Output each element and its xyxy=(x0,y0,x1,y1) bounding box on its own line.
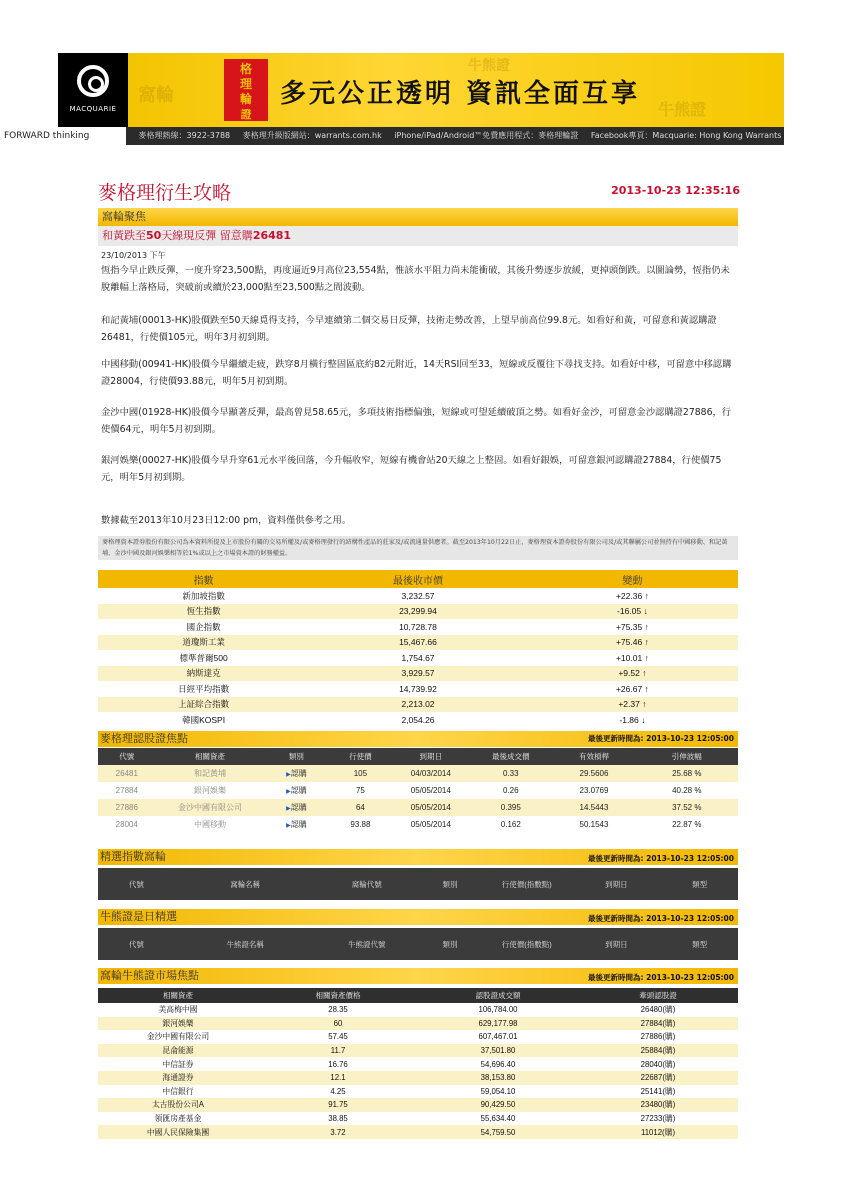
col-header: 相關資產價格 xyxy=(258,988,418,1003)
index-close: 2,213.02 xyxy=(309,697,527,713)
facebook-link[interactable]: Facebook專頁：Macquarie: Hong Kong Warrants xyxy=(590,131,782,140)
warrant-seal-logo xyxy=(224,59,268,121)
arrow-down-icon: ↓ xyxy=(641,606,648,617)
title-part: 和黃跌至 xyxy=(102,229,146,242)
index-name[interactable]: 日經平均指數 xyxy=(98,681,309,697)
warrant-strike: 64 xyxy=(328,799,392,816)
banner-watermark: 窩輪 xyxy=(138,85,174,106)
market-asset[interactable]: 太古股份公司A xyxy=(98,1098,258,1112)
index-row xyxy=(98,635,738,651)
article-paragraph: 恆指今早止跌反彈，一度升穿23,500點，再度逼近9月高位23,554點，惟該水平阻力尚未能衝破，其後升勢逐步放緩，更掉頭倒跌。以圖論勢，恆指仍未脫離幅上落格局，突破前或續於23,000點至23,500點之間波動。 xyxy=(101,265,730,293)
warrant-expiry: 04/03/2014 xyxy=(392,765,469,782)
warrant-gearing: 23.0769 xyxy=(552,782,635,799)
market-asset[interactable]: 中信銀行 xyxy=(98,1085,258,1099)
col-header: 到期日 xyxy=(572,868,662,900)
top-banner xyxy=(58,53,784,127)
section-header-market-focus xyxy=(98,968,738,984)
market-price: 3.72 xyxy=(258,1125,418,1139)
index-change xyxy=(527,650,738,666)
market-lead-warrant[interactable]: 27884(購) xyxy=(578,1017,738,1031)
banner-slogan: 多元公正透明 資訊全面互享 xyxy=(280,79,641,109)
col-header: 窩輪代號 xyxy=(316,868,418,900)
index-name[interactable]: 韓國KOSPI xyxy=(98,712,309,728)
article-title[interactable] xyxy=(98,226,738,246)
change-value: -1.86 xyxy=(619,714,639,725)
section-title: 牛熊證是日精選 xyxy=(100,910,177,923)
change-value: +75.35 xyxy=(615,621,643,632)
section-header-warrant-focus: 窩輪聚焦 xyxy=(98,208,738,226)
col-header: 相關資產 xyxy=(156,748,265,765)
col-header: 指數 xyxy=(98,570,309,588)
warrant-iv: 25.68 % xyxy=(636,765,738,782)
market-row xyxy=(98,1044,738,1058)
market-turnover: 38,153.80 xyxy=(418,1071,578,1085)
article-paragraph: 中國移動(00941-HK)股價今早繼續走疲，跌穿8月橫行整固區底約82元附近，14天RSI回至33，短線或反覆往下尋找支持。如看好中移，可留意中移認購證28004，行使價93.88元，明年5月初到期。 xyxy=(101,359,732,387)
col-header: 行使價 xyxy=(328,748,392,765)
col-header: 代號 xyxy=(98,868,175,900)
article-date: 23/10/2013 下午 xyxy=(101,251,166,260)
col-header: 行使價(指數點) xyxy=(482,868,572,900)
col-header: 最後成交價 xyxy=(469,748,552,765)
market-row xyxy=(98,1057,738,1071)
col-header: 引伸波幅 xyxy=(636,748,738,765)
market-row xyxy=(98,1003,738,1017)
index-name[interactable]: 上証綜合指數 xyxy=(98,697,309,713)
warrant-type xyxy=(264,816,328,833)
index-close: 1,754.67 xyxy=(309,650,527,666)
market-turnover: 55,634.40 xyxy=(418,1112,578,1126)
market-row xyxy=(98,1112,738,1126)
market-turnover: 54,696.40 xyxy=(418,1057,578,1071)
warrant-last: 0.395 xyxy=(469,799,552,816)
warrant-last: 0.26 xyxy=(469,782,552,799)
warrant-type-label: 認購 xyxy=(290,803,307,812)
warrant-last: 0.33 xyxy=(469,765,552,782)
section-title: 窩輪牛熊證市場焦點 xyxy=(100,969,199,982)
page-title: 麥格理衍生攻略 xyxy=(98,182,232,204)
section-title: 精選指數窩輪 xyxy=(100,850,166,863)
market-turnover: 54,759.50 xyxy=(418,1125,578,1139)
market-price: 12.1 xyxy=(258,1071,418,1085)
last-updated: 最後更新時間為: 2013-10-23 12:05:00 xyxy=(587,914,734,923)
warrant-focus-table xyxy=(98,748,738,833)
warrant-expiry: 05/05/2014 xyxy=(392,799,469,816)
index-row xyxy=(98,712,738,728)
index-close: 14,739.92 xyxy=(309,681,527,697)
title-part-bold: 50 xyxy=(146,229,162,242)
hotline[interactable]: 麥格理熱線：3922-3788 xyxy=(138,131,231,140)
app-link[interactable]: iPhone/iPad/Android™免費應用程式：麥格理輪證 xyxy=(394,131,579,140)
index-row xyxy=(98,650,738,666)
last-updated: 最後更新時間為: 2013-10-23 12:05:00 xyxy=(587,734,734,743)
change-value: +22.36 xyxy=(615,590,643,601)
warrant-strike: 75 xyxy=(328,782,392,799)
title-part-bold: 26481 xyxy=(252,229,292,242)
warrant-strike: 105 xyxy=(328,765,392,782)
index-table xyxy=(98,570,738,728)
index-change xyxy=(527,681,738,697)
index-name[interactable]: 標準普爾500 xyxy=(98,650,309,666)
section-title: 麥格理認股證焦點 xyxy=(100,732,188,745)
index-change xyxy=(527,712,738,728)
col-header: 到期日 xyxy=(572,928,662,960)
market-turnover: 629,177.98 xyxy=(418,1017,578,1031)
change-value: +9.52 xyxy=(618,668,640,679)
banner-watermark: 牛熊證 xyxy=(658,100,707,119)
market-price: 16.76 xyxy=(258,1057,418,1071)
warrant-expiry: 05/05/2014 xyxy=(392,782,469,799)
disclaimer: 麥格理資本證券股份有限公司為本資料所提及上市股份有關的交易所權及/或麥格理發行的結構性產品的莊家及/或流通量供應者。截至2013年10月22日止，麥格理資本證券股份有限公司及/或其聯屬公司並無持有中國移動、和記黃埔、金沙中國及銀河娛樂相等於1%或以上之市場資本證的財務權益。 xyxy=(98,536,738,560)
warrant-iv: 37.52 % xyxy=(636,799,738,816)
warrant-iv: 40.28 % xyxy=(636,782,738,799)
warrant-asset[interactable]: 和記黃埔 xyxy=(156,765,265,782)
macquarie-logo[interactable] xyxy=(58,53,128,127)
change-value: +2.37 xyxy=(618,699,640,710)
col-header: 代號 xyxy=(98,928,175,960)
market-asset[interactable]: 海通證券 xyxy=(98,1071,258,1085)
market-lead-warrant[interactable]: 26480(購) xyxy=(578,1003,738,1017)
col-header: 牛熊證代號 xyxy=(316,928,418,960)
market-lead-warrant[interactable]: 28040(購) xyxy=(578,1057,738,1071)
market-lead-warrant[interactable]: 27886(購) xyxy=(578,1030,738,1044)
market-row xyxy=(98,1125,738,1139)
market-asset[interactable]: 中信証券 xyxy=(98,1057,258,1071)
col-header: 變動 xyxy=(527,570,738,588)
index-row xyxy=(98,681,738,697)
change-value: +75.46 xyxy=(615,637,643,648)
arrow-down-icon: ↓ xyxy=(638,714,646,725)
market-lead-warrant[interactable]: 25141(購) xyxy=(578,1085,738,1099)
triangle-right-icon: ▶ xyxy=(286,789,291,795)
index-name[interactable]: 恆生指數 xyxy=(98,604,309,620)
index-name[interactable]: 國企指數 xyxy=(98,619,309,635)
article-paragraph: 金沙中國(01928-HK)股價今早顯著反彈，最高曾見58.65元，多項技術指標偏強，短線或可望延續破頂之勢。如看好金沙，可留意金沙認購證27886，行使價64元，明年5月初到期。 xyxy=(101,407,732,435)
macquarie-ring-icon xyxy=(77,65,109,97)
market-price: 38.85 xyxy=(258,1112,418,1126)
index-name[interactable]: 納斯達克 xyxy=(98,666,309,682)
website-link[interactable]: 麥格理升級版網站：warrants.com.hk xyxy=(242,131,382,140)
warrant-gearing: 29.5606 xyxy=(552,765,635,782)
index-change xyxy=(527,697,738,713)
index-close: 15,467.66 xyxy=(309,635,527,651)
col-header: 有效槓桿 xyxy=(552,748,635,765)
change-value: -16.05 xyxy=(617,606,642,617)
warrant-asset[interactable]: 金沙中國有限公司 xyxy=(156,799,265,816)
market-turnover: 607,467.01 xyxy=(418,1030,578,1044)
article-paragraph: 銀河娛樂(00027-HK)股價今早升穿61元水平後回落，今升幅收窄，短線有機會站20天線之上整固。如看好銀娛，可留意銀河認購證27884，行使價75元，明年5月初到期。 xyxy=(101,455,722,483)
seal-sub: 證 xyxy=(240,108,252,121)
market-turnover: 106,784.00 xyxy=(418,1003,578,1017)
index-change xyxy=(527,604,738,620)
section-header-warrant-focus-table xyxy=(98,731,738,747)
warrant-expiry: 05/05/2014 xyxy=(392,816,469,833)
market-asset[interactable]: 金沙中國有限公司 xyxy=(98,1030,258,1044)
market-asset[interactable]: 中國人民保險集團 xyxy=(98,1125,258,1139)
col-header: 牽頭認股證 xyxy=(578,988,738,1003)
market-turnover: 59,054.10 xyxy=(418,1085,578,1099)
index-change xyxy=(527,588,738,604)
change-value: +26.67 xyxy=(615,683,643,694)
market-price: 60 xyxy=(258,1017,418,1031)
arrow-up-icon: ↑ xyxy=(642,637,649,648)
warrant-type-label: 認購 xyxy=(290,820,307,829)
warrant-strike: 93.88 xyxy=(328,816,392,833)
market-lead-warrant[interactable]: 25884(購) xyxy=(578,1044,738,1058)
warrant-row xyxy=(98,816,738,833)
warrant-row xyxy=(98,799,738,816)
market-price: 91.75 xyxy=(258,1098,418,1112)
arrow-up-icon: ↑ xyxy=(639,699,647,710)
warrant-asset[interactable]: 銀河娛樂 xyxy=(156,782,265,799)
market-lead-warrant[interactable]: 11012(購) xyxy=(578,1125,738,1139)
change-value: +10.01 xyxy=(615,652,643,663)
index-close: 3,232.57 xyxy=(309,588,527,604)
arrow-up-icon: ↑ xyxy=(642,683,649,694)
market-turnover: 37,501.80 xyxy=(418,1044,578,1058)
seal-text: 格理輪 xyxy=(239,62,252,106)
triangle-right-icon: ▶ xyxy=(286,806,291,812)
index-row xyxy=(98,588,738,604)
market-row xyxy=(98,1085,738,1099)
banner-watermark: 牛熊證 xyxy=(468,58,510,74)
index-warrants-table xyxy=(98,868,738,900)
index-close: 2,054.26 xyxy=(309,712,527,728)
col-header: 代號 xyxy=(98,748,156,765)
article-paragraph: 和記黃埔(00013-HK)股價跌至50天線覓得支持，今早連續第二個交易日反彈，技術走勢改善，上望早前高位99.8元。如看好和黃，可留意和黃認購證26481，行使價105元，明年3月初到期。 xyxy=(101,315,717,343)
market-price: 11.7 xyxy=(258,1044,418,1058)
warrant-row xyxy=(98,765,738,782)
index-name[interactable]: 新加坡指數 xyxy=(98,588,309,604)
market-asset[interactable]: 領匯房產基金 xyxy=(98,1112,258,1126)
col-header: 窩輪名稱 xyxy=(175,868,316,900)
market-price: 28.35 xyxy=(258,1003,418,1017)
col-header: 類別 xyxy=(264,748,328,765)
index-row xyxy=(98,619,738,635)
col-header: 牛熊證名稱 xyxy=(175,928,316,960)
info-bar xyxy=(0,127,784,145)
market-row xyxy=(98,1071,738,1085)
index-name[interactable]: 道瓊斯工業 xyxy=(98,635,309,651)
warrant-iv: 22.87 % xyxy=(636,816,738,833)
warrant-gearing: 50.1543 xyxy=(552,816,635,833)
warrant-type xyxy=(264,799,328,816)
index-change xyxy=(527,635,738,651)
index-change xyxy=(527,619,738,635)
warrant-type-label: 認購 xyxy=(290,786,307,795)
market-row xyxy=(98,1030,738,1044)
index-row xyxy=(98,604,738,620)
index-close: 10,728.78 xyxy=(309,619,527,635)
col-header: 類型 xyxy=(661,928,738,960)
col-header: 類別 xyxy=(418,868,482,900)
warrant-last: 0.162 xyxy=(469,816,552,833)
market-row xyxy=(98,1017,738,1031)
warrant-type xyxy=(264,782,328,799)
col-header: 類型 xyxy=(661,868,738,900)
warrant-code[interactable]: 27886 xyxy=(98,799,156,816)
arrow-up-icon: ↑ xyxy=(639,668,647,679)
arrow-up-icon: ↑ xyxy=(642,652,649,663)
arrow-up-icon: ↑ xyxy=(642,590,649,601)
market-asset[interactable]: 美高梅中國 xyxy=(98,1003,258,1017)
market-price: 4.25 xyxy=(258,1085,418,1099)
col-header: 類別 xyxy=(418,928,482,960)
index-row xyxy=(98,666,738,682)
title-part: 天線現反彈 留意購 xyxy=(161,229,253,242)
market-lead-warrant[interactable]: 23480(購) xyxy=(578,1098,738,1112)
col-header: 到期日 xyxy=(392,748,469,765)
warrant-code[interactable]: 27884 xyxy=(98,782,156,799)
warrant-gearing: 14.5443 xyxy=(552,799,635,816)
warrant-code[interactable]: 28004 xyxy=(98,816,156,833)
col-header: 最後收市價 xyxy=(309,570,527,588)
warrant-row xyxy=(98,782,738,799)
index-row xyxy=(98,697,738,713)
col-header: 行使價(指數點) xyxy=(482,928,572,960)
market-lead-warrant[interactable]: 22687(購) xyxy=(578,1071,738,1085)
warrant-type-label: 認購 xyxy=(290,769,307,778)
index-change xyxy=(527,666,738,682)
macquarie-brand-text: MACQUARIE xyxy=(69,105,117,113)
triangle-right-icon: ▶ xyxy=(286,772,291,778)
warrant-type xyxy=(264,765,328,782)
market-row xyxy=(98,1098,738,1112)
arrow-up-icon: ↑ xyxy=(642,621,649,632)
market-asset[interactable]: 銀河娛樂 xyxy=(98,1017,258,1031)
index-close: 3,929.57 xyxy=(309,666,527,682)
triangle-right-icon: ▶ xyxy=(286,823,291,829)
col-header: 相關資產 xyxy=(98,988,258,1003)
cbbc-daily-table xyxy=(98,928,738,960)
last-updated: 最後更新時間為: 2013-10-23 12:05:00 xyxy=(587,854,734,863)
page-timestamp: 2013-10-23 12:35:16 xyxy=(611,184,740,197)
warrant-code[interactable]: 26481 xyxy=(98,765,156,782)
market-price: 57.45 xyxy=(258,1030,418,1044)
market-lead-warrant[interactable]: 27233(購) xyxy=(578,1112,738,1126)
market-asset[interactable]: 昆侖能源 xyxy=(98,1044,258,1058)
article-data-note: 數據截至2013年10月23日12:00 pm，資料僅供參考之用。 xyxy=(101,515,352,526)
index-close: 23,299.94 xyxy=(309,604,527,620)
market-turnover: 90,429.50 xyxy=(418,1098,578,1112)
col-header: 認股證成交額 xyxy=(418,988,578,1003)
forward-thinking-tag: FORWARD thinking xyxy=(0,127,126,145)
section-header-cbbc-daily xyxy=(98,909,738,925)
section-header-index-warrants xyxy=(98,849,738,865)
warrant-asset[interactable]: 中國移動 xyxy=(156,816,265,833)
last-updated: 最後更新時間為: 2013-10-23 12:05:00 xyxy=(587,973,734,982)
market-focus-table xyxy=(98,988,738,1139)
